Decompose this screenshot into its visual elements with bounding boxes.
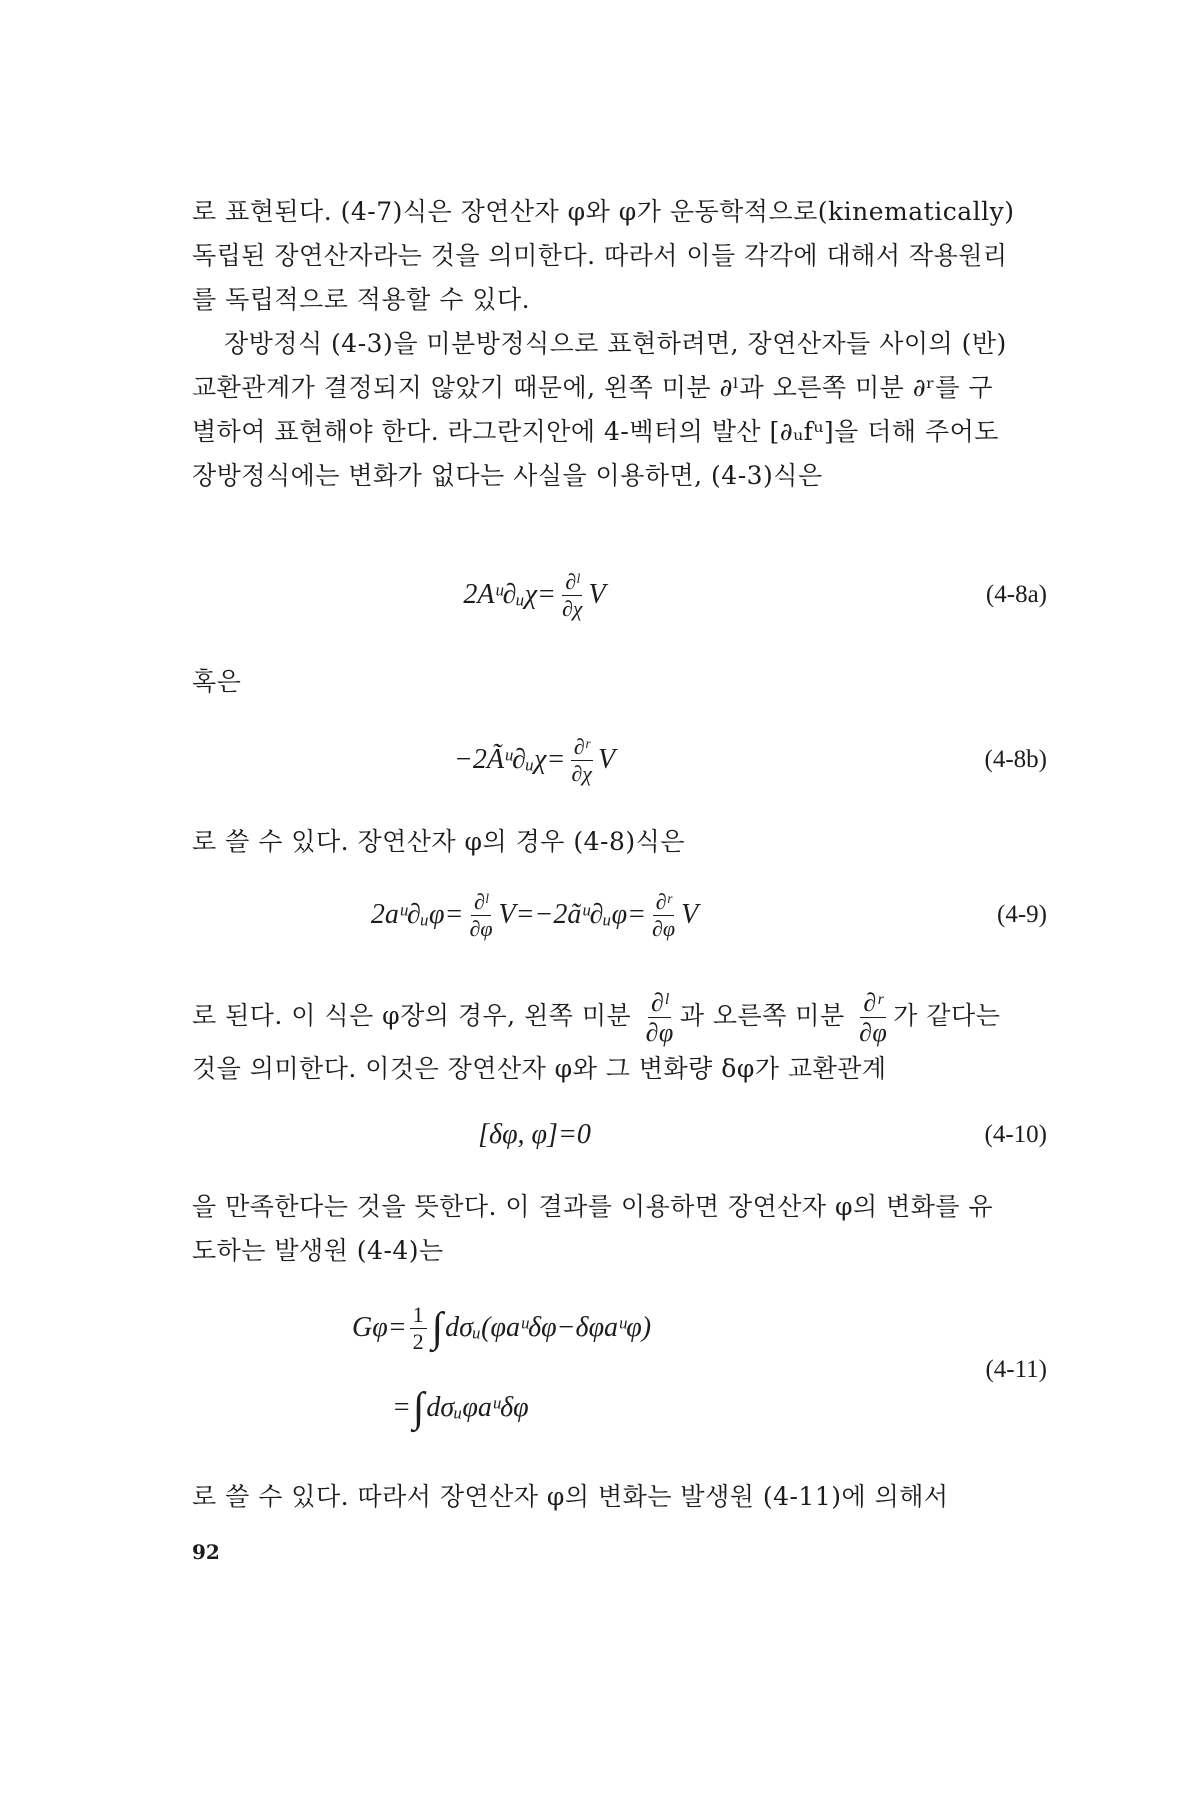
text-line: 를 독립적으로 적용할 수 있다. xyxy=(192,285,531,314)
page-number: 92 xyxy=(192,1540,220,1564)
eq-fraction xyxy=(466,890,495,939)
eq-fraction xyxy=(568,735,595,784)
eq-rhs: V xyxy=(597,744,616,775)
text-line: 로 표현된다. (4-7)식은 장연산자 φ와 φ가 운동학적으로(kinematically) xyxy=(192,197,1015,226)
inline-fraction xyxy=(856,989,890,1047)
frac-numerator: ∂ʳ xyxy=(860,989,886,1018)
equation-line-2 xyxy=(392,1373,529,1443)
integral-sign: ∫ xyxy=(412,1385,425,1431)
equation-line-1 xyxy=(352,1293,651,1363)
text-line xyxy=(192,985,1047,1047)
equation-number: (4-9) xyxy=(997,901,1047,928)
frac-numerator: ∂ˡ xyxy=(562,570,582,595)
frac-denominator: ∂φ xyxy=(645,1018,674,1047)
equation-4-9 xyxy=(192,865,1047,965)
equation-4-10 xyxy=(192,1100,1047,1170)
text-line: 교환관계가 결정되지 않았기 때문에, 왼쪽 미분 ∂ˡ과 오른쪽 미분 ∂ʳ를 구 xyxy=(192,373,994,402)
eq-fraction xyxy=(649,890,678,939)
paragraph-or xyxy=(192,660,1047,704)
eq-lhs: 2Aᵘ∂ᵤχ= xyxy=(463,579,556,610)
eq-part: V xyxy=(681,899,699,930)
frac-denominator: 2 xyxy=(412,1328,424,1354)
text-line: 로 쓸 수 있다. 장연산자 φ의 경우 (4-8)식은 xyxy=(192,827,685,856)
eq-lhs: −2Ãᵘ∂ᵤχ= xyxy=(453,744,566,775)
text-line: 독립된 장연산자라는 것을 의미한다. 따라서 이들 각각에 대해서 작용원리 xyxy=(192,241,1008,270)
text-line: 도하는 발생원 (4-4)는 xyxy=(192,1236,444,1265)
paragraph-phi-case xyxy=(192,820,1047,864)
equation-4-8b xyxy=(192,710,1047,810)
frac-numerator: ∂ʳ xyxy=(571,735,593,760)
equation-number: (4-8b) xyxy=(984,746,1047,773)
text-fragment: 로 된다. 이 식은 φ장의 경우, 왼쪽 미분 xyxy=(192,1001,640,1030)
eq-rhs: dσᵤ(φaᵘδφ−δφaᵘφ) xyxy=(445,1312,652,1343)
frac-numerator: ∂ˡ xyxy=(648,989,671,1018)
paragraph-variation xyxy=(192,1475,1047,1519)
text-fragment: 과 오른쪽 미분 xyxy=(679,1001,854,1030)
equation-number: (4-10) xyxy=(984,1121,1047,1148)
eq-fraction xyxy=(410,1303,427,1352)
eq-rhs: dσᵤφaᵘδφ xyxy=(426,1392,529,1423)
eq-rhs: V xyxy=(588,579,606,610)
text-line: 장방정식에는 변화가 없다는 사실을 이용하면, (4-3)식은 xyxy=(192,461,823,490)
eq-lhs: Gφ= xyxy=(352,1312,407,1343)
paragraph-derivatives-equal xyxy=(192,985,1047,1091)
frac-denominator: ∂χ xyxy=(571,760,592,786)
paragraph-kinematic-independence xyxy=(192,190,1047,322)
eq-fraction xyxy=(559,570,586,619)
eq-part: V=−2ãᵘ∂ᵤφ= xyxy=(498,899,647,930)
frac-numerator: 1 xyxy=(410,1303,427,1328)
equation-body xyxy=(192,710,877,810)
frac-denominator: ∂φ xyxy=(859,1018,888,1047)
equation-body xyxy=(192,865,877,965)
eq-part: 2aᵘ∂ᵤφ= xyxy=(370,899,464,930)
equation-number: (4-8a) xyxy=(985,581,1047,608)
equation-4-8a xyxy=(192,545,1047,645)
text-line: 장방정식 (4-3)을 미분방정식으로 표현하려면, 장연산자들 사이의 (반) xyxy=(224,329,1007,358)
eq-lhs: = xyxy=(392,1392,411,1423)
text-line: 을 만족한다는 것을 뜻한다. 이 결과를 이용하면 장연산자 φ의 변화를 유 xyxy=(192,1192,994,1221)
text-fragment: 가 같다는 xyxy=(893,1001,1001,1030)
equation-body xyxy=(192,545,877,645)
text-line: 로 쓸 수 있다. 따라서 장연산자 φ의 변화는 발생원 (4-11)에 의해서 xyxy=(192,1482,949,1511)
frac-denominator: ∂φ xyxy=(469,915,493,941)
text-line: 별하여 표현해야 한다. 라그란지안에 4-벡터의 발산 [∂ᵤfᵘ]을 더해 주어도 xyxy=(192,417,999,446)
equation-body xyxy=(192,1100,877,1170)
equation-4-11 xyxy=(192,1285,1047,1455)
paragraph-generator xyxy=(192,1185,1047,1273)
frac-denominator: ∂φ xyxy=(652,915,676,941)
frac-numerator: ∂ˡ xyxy=(471,890,491,915)
integral-sign: ∫ xyxy=(431,1305,444,1351)
frac-denominator: ∂χ xyxy=(561,595,583,621)
equation-number: (4-11) xyxy=(985,1356,1047,1383)
frac-numerator: ∂ʳ xyxy=(653,890,675,915)
paragraph-field-equation xyxy=(192,322,1047,498)
inline-fraction xyxy=(643,989,677,1047)
text-line: 것을 의미한다. 이것은 장연산자 φ와 그 변화량 δφ가 교환관계 xyxy=(192,1054,887,1083)
eq-expression: [δφ, φ]=0 xyxy=(478,1119,591,1150)
text-line: 혹은 xyxy=(192,667,242,696)
